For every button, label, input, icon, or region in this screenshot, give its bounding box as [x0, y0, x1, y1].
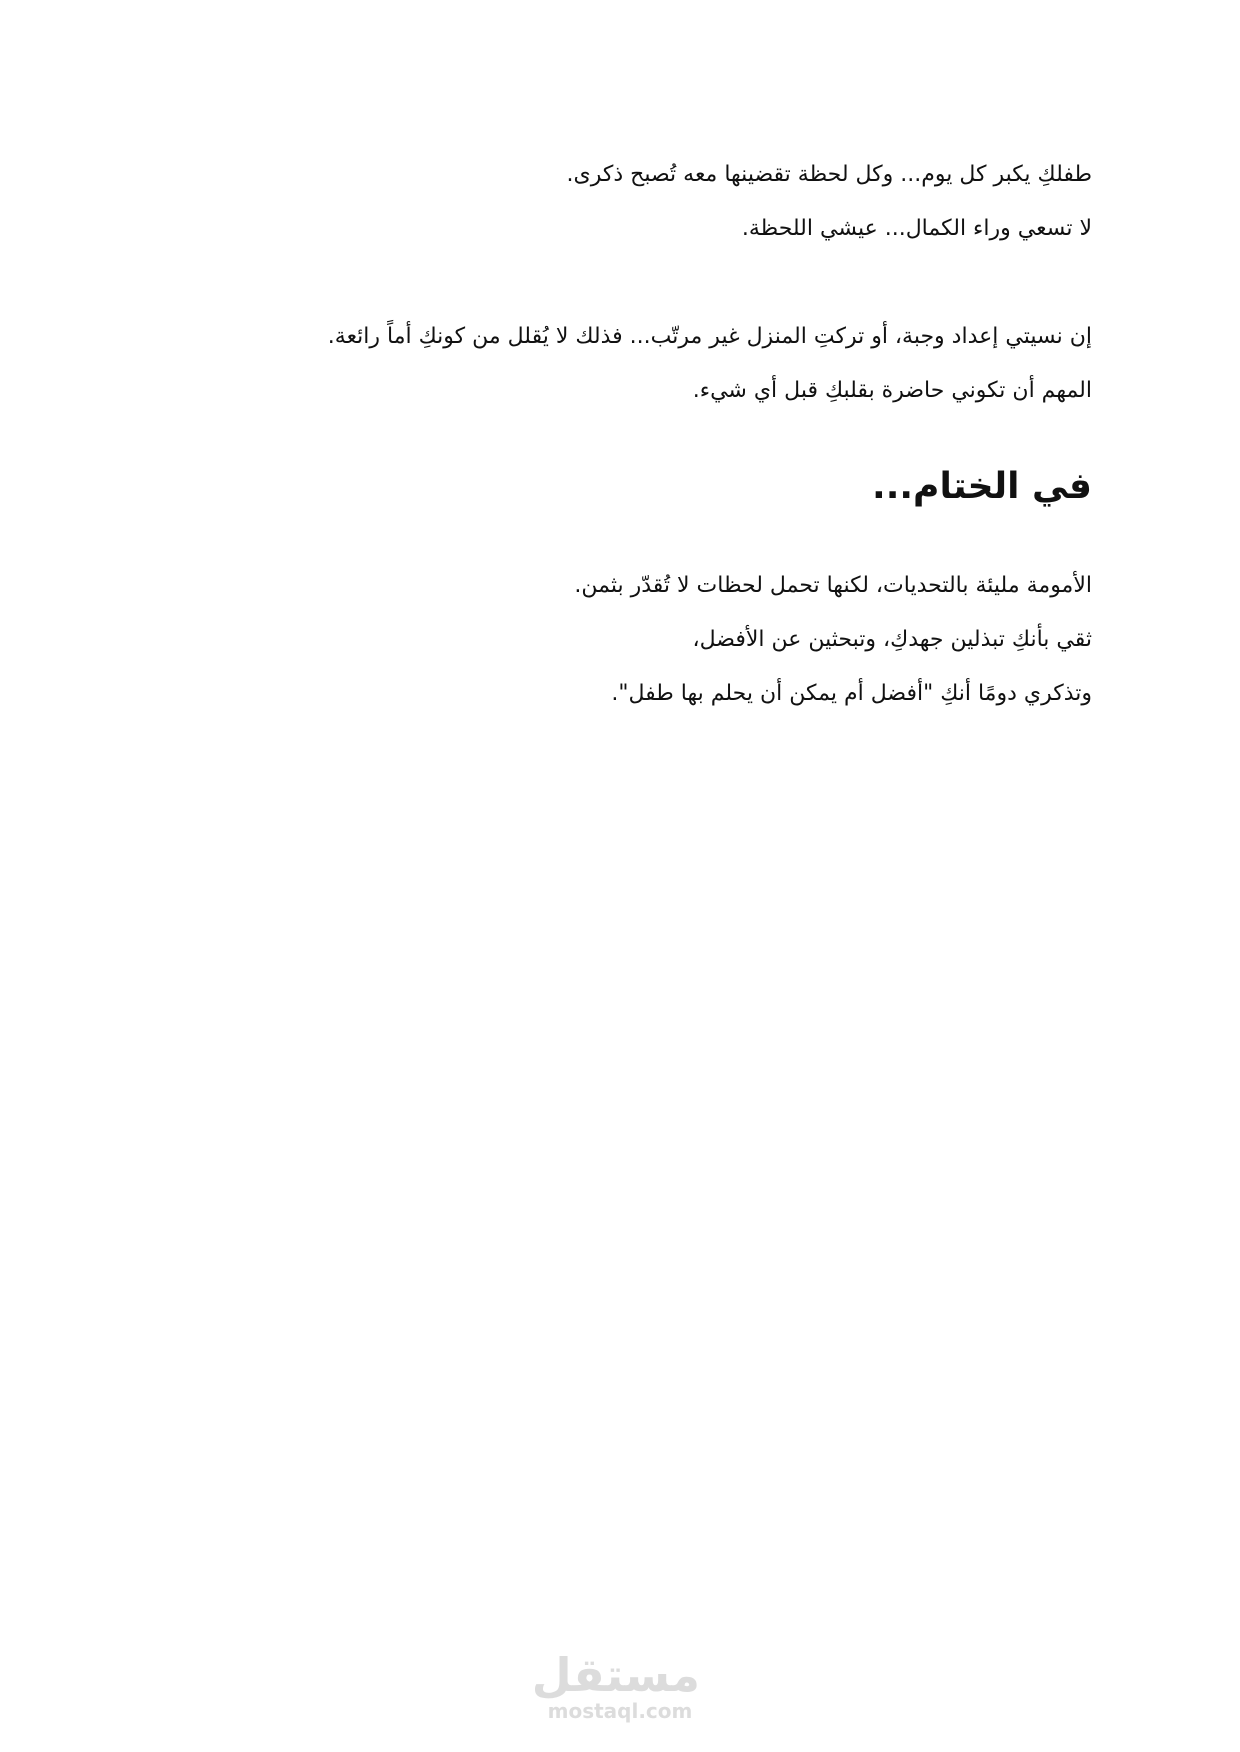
text-line: المهم أن تكوني حاضرة بقلبكِ قبل أي شيء. — [692, 378, 1092, 403]
mostaql-watermark — [531, 1648, 700, 1723]
watermark-logo: مستقل — [531, 1648, 700, 1702]
text-line: إن نسيتي إعداد وجبة، أو تركتِ المنزل غير مرتّب... فذلك لا يُقلل من كونكِ أماً رائعة. — [327, 324, 1092, 349]
paragraph-group-conclusion — [232, 559, 1092, 721]
paragraph-group-moments — [232, 148, 1092, 256]
text-line: طفلكِ يكبر كل يوم... وكل لحظة تقضينها معه تُصبح ذكرى. — [566, 162, 1092, 187]
text-line: الأمومة مليئة بالتحديات، لكنها تحمل لحظات لا تُقدّر بثمن. — [574, 573, 1092, 598]
conclusion-heading: في الختام... — [872, 466, 1092, 507]
watermark-url: mostaql.com — [547, 1699, 693, 1723]
text-line: ثقي بأنكِ تبذلين جهدكِ، وتبحثين عن الأفضل، — [692, 627, 1092, 652]
paragraph-group-reassurance — [232, 310, 1092, 418]
text-line: لا تسعي وراء الكمال... عيشي اللحظة. — [741, 216, 1092, 241]
text-line: وتذكري دومًا أنكِ "أفضل أم يمكن أن يحلم بها طفل". — [611, 681, 1092, 706]
